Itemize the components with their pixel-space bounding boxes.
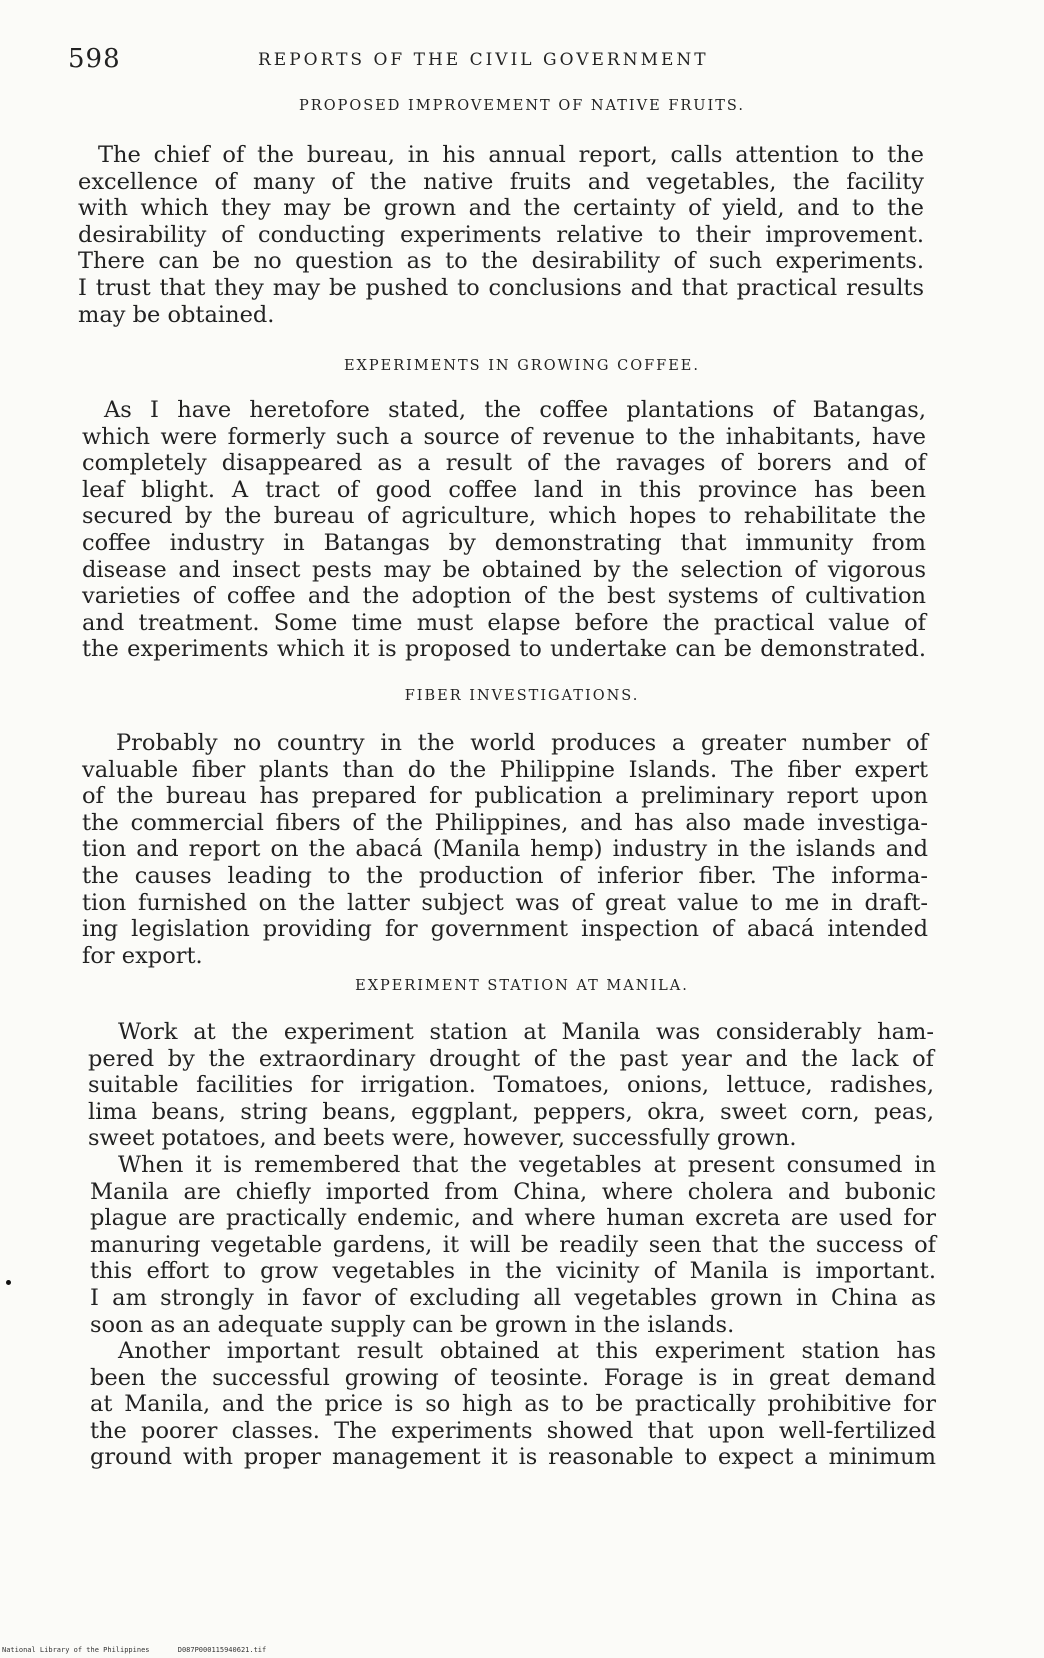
text-line: secured by the bureau of agriculture, which hopes to rehabilitate the bbox=[82, 503, 926, 530]
text-line: for export. bbox=[82, 942, 203, 969]
page-header bbox=[68, 44, 938, 84]
text-line: which were formerly such a source of revenue to the inhabitants, have bbox=[82, 423, 926, 450]
text-line: tion and report on the abacá (Manila hemp) industry in the islands and bbox=[82, 836, 928, 863]
paragraph-coffee bbox=[82, 397, 926, 663]
text-line: lima beans, string beans, eggplant, peppers, okra, sweet corn, peas, bbox=[88, 1098, 934, 1125]
text-line: The chief of the bureau, in his annual report, calls attention to the bbox=[98, 142, 924, 168]
paragraph-manila-work bbox=[88, 1019, 934, 1152]
text-line: ing legislation providing for government inspection of abacá intended bbox=[82, 916, 928, 943]
text-line: desirability of conducting experiments relative to their improvement. bbox=[78, 221, 924, 248]
text-line: suitable facilities for irrigation. Tomatoes, onions, lettuce, radishes, bbox=[88, 1072, 934, 1099]
text-line: sweet potatoes, and beets were, however, successfully grown. bbox=[88, 1125, 797, 1152]
text-line: plague are practically endemic, and where human excreta are used for bbox=[90, 1205, 936, 1232]
text-line: Probably no country in the world produces a greater number of bbox=[116, 730, 928, 756]
text-line: varieties of coffee and the adoption of the best systems of cultivation bbox=[82, 583, 926, 610]
text-line: disease and insect pests may be obtained by the selection of vigorous bbox=[82, 556, 926, 583]
text-line: Manila are chiefly imported from China, where cholera and bubonic bbox=[90, 1178, 936, 1205]
text-line: with which they may be grown and the certainty of yield, and to the bbox=[78, 195, 924, 222]
text-line: pered by the extraordinary drought of the past year and the lack of bbox=[88, 1045, 934, 1072]
page-number: 598 bbox=[68, 44, 121, 74]
text-line: been the successful growing of teosinte. Forage is in great demand bbox=[90, 1364, 936, 1391]
paragraph-manila-vegetables bbox=[90, 1152, 936, 1338]
text-line: I am strongly in favor of excluding all vegetables grown in China as bbox=[90, 1284, 936, 1311]
text-line: I trust that they may be pushed to conclusions and that practical results bbox=[78, 274, 924, 301]
section-heading-native-fruits: PROPOSED IMPROVEMENT OF NATIVE FRUITS. bbox=[299, 98, 745, 114]
ink-speck bbox=[6, 1280, 11, 1285]
footer-file-id: D087P000115940621.tif bbox=[177, 1646, 267, 1654]
text-line: When it is remembered that the vegetables at present consumed in bbox=[118, 1152, 936, 1178]
section-heading-manila-station: EXPERIMENT STATION AT MANILA. bbox=[355, 978, 689, 994]
text-line: this effort to grow vegetables in the vicinity of Manila is important. bbox=[90, 1258, 936, 1285]
text-line: tion furnished on the latter subject was of great value to me in draft- bbox=[82, 889, 928, 916]
paragraph-fiber bbox=[82, 730, 928, 969]
text-line: and treatment. Some time must elapse before the practical value of bbox=[82, 609, 926, 636]
text-line: ground with proper management it is reasonable to expect a minimum bbox=[90, 1444, 936, 1471]
scan-footer bbox=[0, 1646, 1044, 1654]
text-line: the experiments which it is proposed to undertake can be demonstrated. bbox=[82, 636, 926, 663]
text-line: valuable fiber plants than do the Philippine Islands. The fiber expert bbox=[82, 756, 928, 783]
paragraph-teosinte bbox=[90, 1338, 936, 1471]
text-line: leaf blight. A tract of good coffee land in this province has been bbox=[82, 476, 926, 503]
text-line: excellence of many of the native fruits and vegetables, the facility bbox=[78, 168, 924, 195]
text-line: coffee industry in Batangas by demonstrating that immunity from bbox=[82, 529, 926, 556]
text-line: of the bureau has prepared for publication a preliminary report upon bbox=[82, 783, 928, 810]
section-heading-fiber: FIBER INVESTIGATIONS. bbox=[404, 688, 640, 704]
text-line: completely disappeared as a result of the ravages of borers and of bbox=[82, 450, 926, 477]
footer-library: National Library of the Philippines bbox=[2, 1646, 150, 1654]
text-line: may be obtained. bbox=[78, 301, 275, 328]
text-line: at Manila, and the price is so high as to be practically prohibitive for bbox=[90, 1391, 936, 1418]
paragraph-native-fruits bbox=[78, 142, 924, 328]
section-heading-coffee: EXPERIMENTS IN GROWING COFFEE. bbox=[343, 358, 701, 374]
text-line: the commercial fibers of the Philippines, and has also made investiga- bbox=[82, 809, 928, 836]
running-title: REPORTS OF THE CIVIL GOVERNMENT bbox=[258, 50, 709, 70]
text-line: Another important result obtained at this experiment station has bbox=[118, 1338, 936, 1364]
text-line: As I have heretofore stated, the coffee plantations of Batangas, bbox=[104, 397, 926, 423]
text-line: Work at the experiment station at Manila was considerably ham- bbox=[118, 1019, 934, 1045]
text-line: manuring vegetable gardens, it will be readily seen that the success of bbox=[90, 1231, 936, 1258]
text-line: the causes leading to the production of inferior fiber. The informa- bbox=[82, 862, 928, 889]
text-line: There can be no question as to the desirability of such experiments. bbox=[78, 248, 924, 275]
text-line: soon as an adequate supply can be grown in the islands. bbox=[90, 1311, 735, 1338]
text-line: the poorer classes. The experiments showed that upon well-fertilized bbox=[90, 1417, 936, 1444]
